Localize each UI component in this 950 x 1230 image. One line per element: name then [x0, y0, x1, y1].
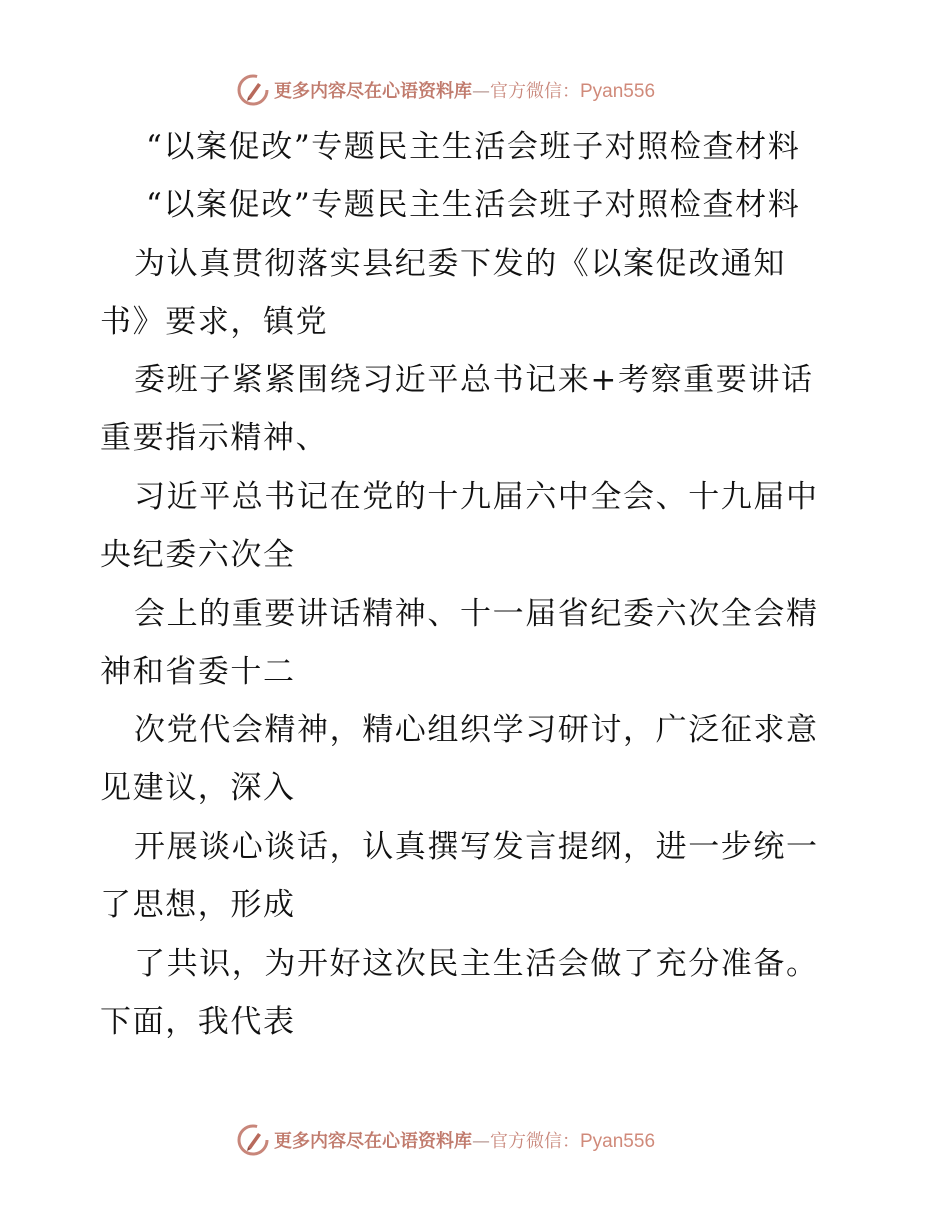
- body-line: 会上的重要讲话精神、十一届省纪委六次全会精: [134, 596, 819, 632]
- body-line: 央纪委六次全: [100, 537, 296, 573]
- watermark-official-label: 官方微信：: [490, 81, 580, 102]
- body-line: 习近平总书记在党的十九届六中全会、十九届中: [134, 479, 819, 515]
- watermark-main-text: 更多内容尽在心语资料库: [274, 1131, 472, 1152]
- body-line: 书》要求，镇党: [100, 304, 329, 340]
- body-line: 为认真贯彻落实县纪委下发的《以案促改通知: [134, 246, 786, 282]
- watermark-official-label: 官方微信：: [490, 1131, 580, 1152]
- body-line: 了思想，形成: [100, 887, 296, 923]
- body-line: 见建议，深入: [100, 770, 296, 806]
- pen-circle-logo-icon: [236, 73, 270, 107]
- body-line: 神和省委十二: [100, 654, 296, 690]
- document-title: “以案促改”专题民主生活会班子对照检查材料: [146, 129, 801, 165]
- watermark-separator: —: [472, 1131, 490, 1152]
- header-watermark: [236, 72, 655, 108]
- watermark-separator: —: [472, 81, 490, 102]
- body-line: 次党代会精神，精心组织学习研讨，广泛征求意: [134, 712, 819, 748]
- body-line: 了共识，为开好这次民主生活会做了充分准备。: [134, 946, 819, 982]
- document-title-repeat: “以案促改”专题民主生活会班子对照检查材料: [146, 187, 801, 223]
- watermark-wechat-id: Pyan556: [580, 81, 656, 102]
- body-line: 开展谈心谈话，认真撰写发言提纲，进一步统一: [134, 829, 819, 865]
- pen-circle-logo-icon: [236, 1123, 270, 1157]
- watermark-wechat-id: Pyan556: [580, 1131, 656, 1152]
- watermark-main-text: 更多内容尽在心语资料库: [274, 81, 472, 102]
- body-line: 委班子紧紧围绕习近平总书记来+考察重要讲话: [134, 362, 814, 398]
- body-line: 下面，我代表: [100, 1004, 296, 1040]
- footer-watermark: [236, 1122, 655, 1158]
- body-line: 重要指示精神、: [100, 420, 329, 456]
